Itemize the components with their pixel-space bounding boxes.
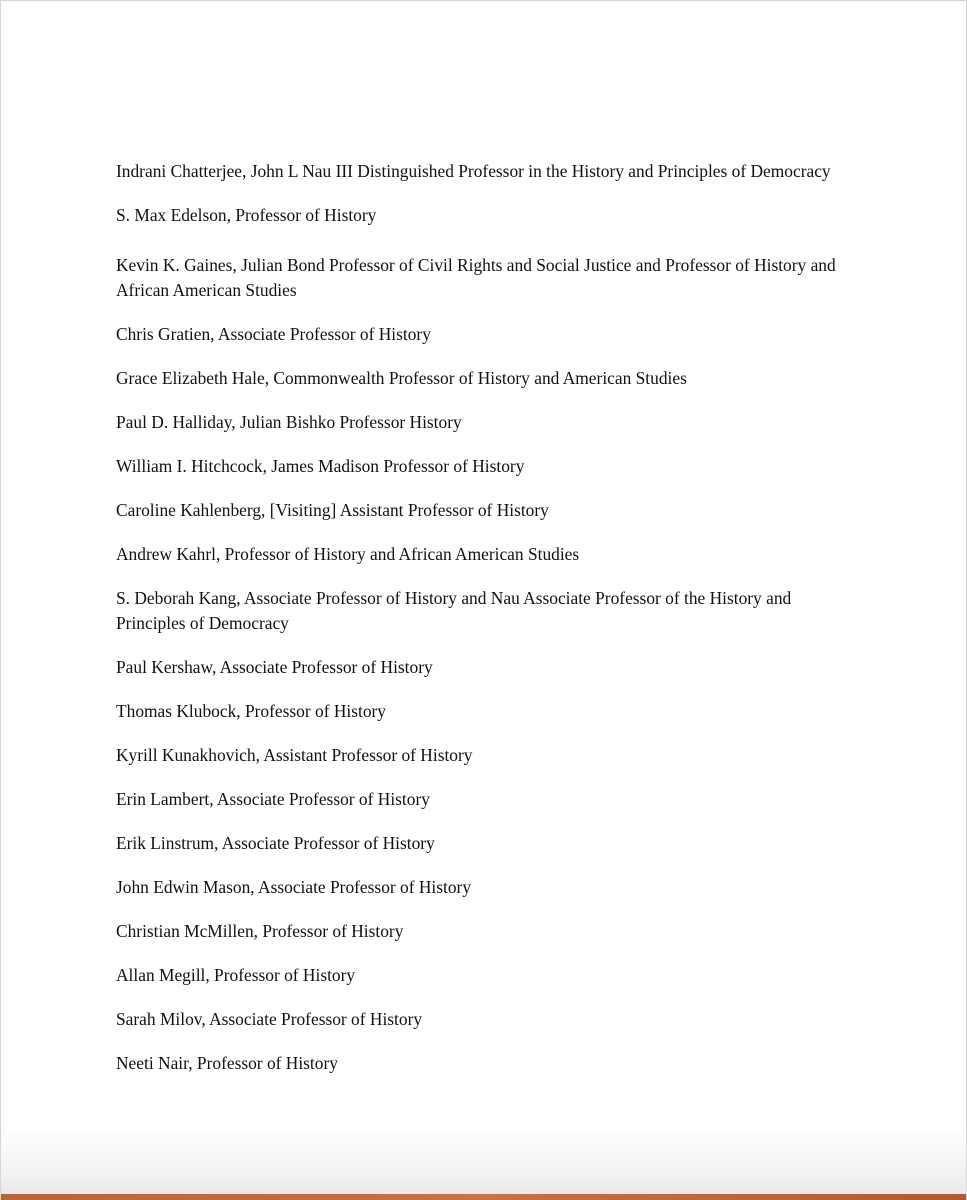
faculty-entry: John Edwin Mason, Associate Professor of History [116,877,472,897]
faculty-entry: Neeti Nair, Professor of History [116,1053,338,1073]
faculty-entry: Kevin K. Gaines, Julian Bond Professor of Civil Rights and Social Justice and Professor of History and African American Studies [116,255,836,300]
bottom-accent-bar [1,1194,966,1200]
faculty-entry: Paul Kershaw, Associate Professor of History [116,657,433,677]
faculty-entry: Kyrill Kunakhovich, Assistant Professor of History [116,745,473,765]
faculty-entry: Erin Lambert, Associate Professor of History [116,789,430,809]
faculty-entry: Caroline Kahlenberg, [Visiting] Assistant Professor of History [116,500,549,520]
page-bottom-shadow [1,1124,966,1194]
faculty-entry: Indrani Chatterjee, John L Nau III Distinguished Professor in the History and Principles of Democracy [116,161,831,181]
faculty-list [116,159,861,1095]
faculty-entry: Sarah Milov, Associate Professor of History [116,1009,423,1029]
faculty-entry: Andrew Kahrl, Professor of History and African American Studies [116,544,580,564]
faculty-entry: Allan Megill, Professor of History [116,965,356,985]
faculty-entry: Erik Linstrum, Associate Professor of History [116,833,435,853]
faculty-entry: William I. Hitchcock, James Madison Professor of History [116,456,525,476]
faculty-entry: Paul D. Halliday, Julian Bishko Professor History [116,412,462,432]
faculty-entry: S. Deborah Kang, Associate Professor of History and Nau Associate Professor of the History and Principles of Democracy [116,588,792,633]
faculty-entry: Grace Elizabeth Hale, Commonwealth Professor of History and American Studies [116,368,687,388]
faculty-entry: Christian McMillen, Professor of History [116,921,404,941]
faculty-entry: Chris Gratien, Associate Professor of History [116,324,431,344]
faculty-entry: S. Max Edelson, Professor of History [116,205,377,225]
faculty-entry: Thomas Klubock, Professor of History [116,701,387,721]
